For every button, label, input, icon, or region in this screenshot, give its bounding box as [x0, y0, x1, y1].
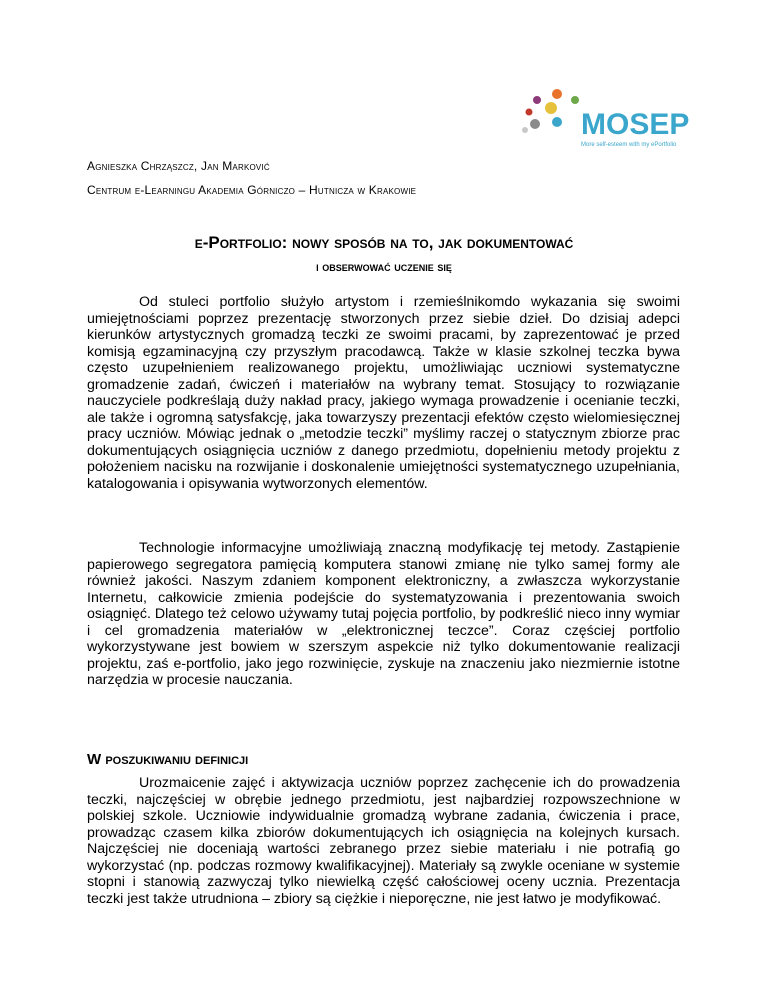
- paragraph-3: [87, 775, 680, 907]
- logo-tagline: More self-esteem with my ePortfolio: [581, 142, 677, 148]
- paragraph-2-text: Technologie informacyjne umożliwiają znaczną modyfikację tej metody. Zastąpienie papierowego segregatora pamięcią komputera stanowi zmianę nie tylko samej formy ale również jakości. Naszym zdaniem komponent elektroniczny, a zwłaszcza wykorzystanie Internetu, całkowicie zmienia podejście do systematyzowania i prezentowania swoich osiągnięć. Dlatego też celowo używamy tutaj pojęcia portfolio, by podkreślić nieco inny wymiar i cel gromadzenia materiałów w „elektronicznej teczce”. Coraz częściej portfolio wykorzystywane jest bowiem w szerszym aspekcie niż tylko dokumentowanie realizacji projektu, zaś e-portfolio, jako jego rozwinięcie, zyskuje na znaczeniu jako niezmiernie istotne narzędzia w procesie nauczania.: [87, 540, 680, 688]
- authors: Agnieszka Chrząszcz, Jan Marković: [87, 159, 270, 173]
- affiliation: Centrum e-Learningu Akademia Górniczo – Hutnicza w Krakowie: [87, 183, 417, 197]
- title-line-2: i obserwować uczenie się: [316, 259, 452, 274]
- paragraph-2: [87, 540, 680, 689]
- title-line-1: e-Portfolio: nowy sposób na to, jak dokumentować: [194, 233, 574, 252]
- logo-graphic: [517, 88, 693, 154]
- paragraph-1-text: Od stuleci portfolio służyło artystom i rzemieślnikomdo wykazania się swoimi umiejętnościami poprzez prezentację stworzonych przez siebie dzieł. Do dzisiaj adepci kierunków artystycznych gromadzą teczki ze swoimi pracami, by zaprezentować je przed komisją egzaminacyjną czy przyszłym pracodawcą. Także w klasie szkolnej teczka bywa często uzupełnieniem realizowanego projektu, umożliwiając uczniowi systematyczne gromadzenie zadań, ćwiczeń i materiałów na wybrany temat. Stosujący to rozwiązanie nauczyciele podkreślają duży nakład pracy, jakiego wymaga prowadzenie i ocenianie teczki, ale także i ogromną satysfakcję, jaka towarzyszy prezentacji efektów często wielomiesięcznej pracy uczniów. Mówiąc jednak o „metodzie teczki” myślimy raczej o statycznym zbiorze prac dokumentujących osiągnięcia uczniów z danego przedmiotu, dopełnieniu metody projektu z położeniem nacisku na rozwijanie i doskonalenie umiejętności systematycznego uzupełniania, katalogowania i opisywania wytworzonych elementów.: [87, 294, 680, 492]
- mosep-logo: [517, 88, 693, 154]
- paragraph-3-text: Urozmaicenie zajęć i aktywizacja uczniów poprzez zachęcenie ich do prowadzenia teczki, najczęściej w obrębie jednego przedmiotu, jest najbardziej rozpowszechnione w polskiej szkole. Uczniowie indywidualnie gromadzą wybrane zadania, ćwiczenia i prace, prowadząc czasem kilka zbiorów dokumentujących ich osiągnięcia na kolejnych kursach. Najczęściej nie doceniają wartości zebranego przez siebie materiału i nie potrafią go wykorzystać (np. podczas rozmowy kwalifikacyjnej). Materiały są zwykle oceniane w systemie stopni i stanowią zazwyczaj tylko niewielką część całościowej oceny ucznia. Prezentacja teczki jest także utrudniona – zbiory są ciężkie i nieporęczne, nie jest łatwo je modyfikować.: [87, 775, 680, 907]
- paragraph-1: [87, 294, 680, 492]
- section-heading: W poszukiwaniu definicji: [87, 751, 249, 768]
- logo-wordmark: MOSEP: [581, 108, 690, 141]
